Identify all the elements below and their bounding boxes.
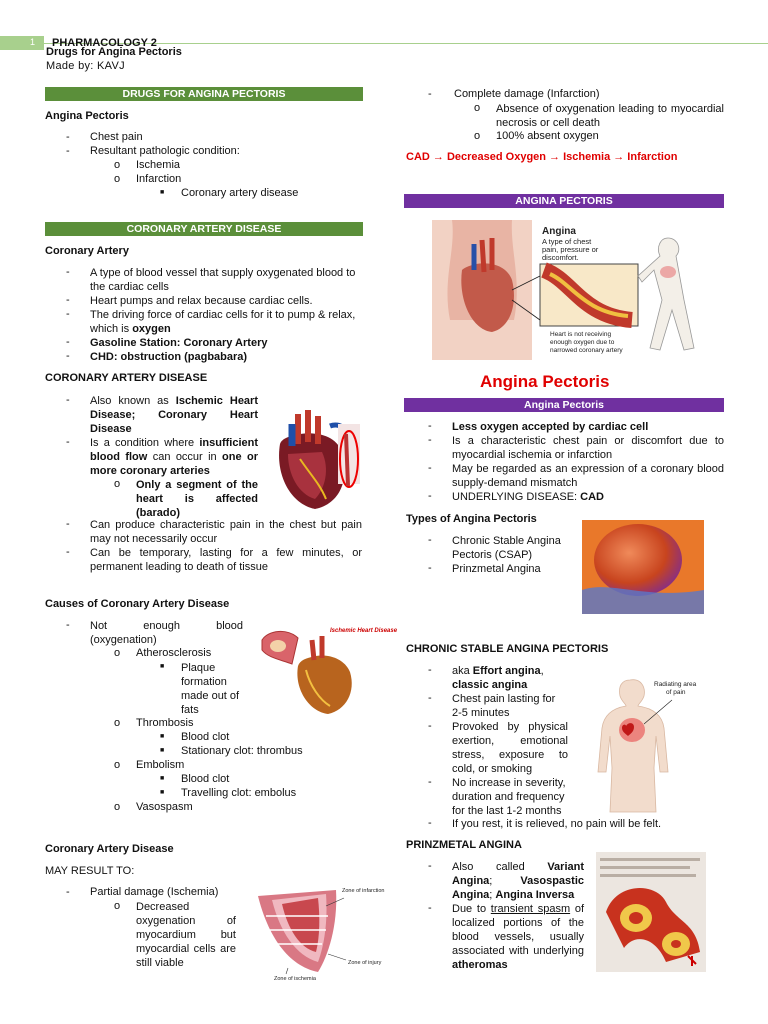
complete-subitem: 100% absent oxygen [496,130,599,142]
coronary-artery-heading: Coronary Artery [45,245,129,257]
cad-item: Is a condition where insufficient blood flow can occur in one or more coronary arteries [90,437,258,477]
types-list: - Chronic Stable Angina Pectoris (CSAP) - Prinzmetal Angina [428,534,572,576]
causes-item: Blood clot [181,731,230,743]
section-bar-angina: ANGINA PECTORIS [404,194,724,208]
ap-item: UNDERLYING DISEASE: CAD [452,491,605,503]
heart-note-3: narrowed coronary artery [550,347,623,354]
angina-heading: Angina Pectoris [45,110,129,122]
angina-illustration-desc-3: discomfort. [542,253,579,262]
course-title: PHARMACOLOGY 2 [52,37,157,49]
csap-item: If you rest, it is relieved, no pain will be felt. [452,818,662,830]
cad-item: Can produce characteristic pain in the chest but pain may not necessarily occur [90,519,362,545]
section-bar-angina-2: Angina Pectoris [404,398,724,412]
result-item: Partial damage (Ischemia) [90,886,219,898]
complete-damage-list: - Complete damage (Infarction) o Absence of oxygenation leading to myocardial necrosis or cell death o 100% absent oxygen [428,88,724,142]
angina-item: Coronary artery disease [181,187,299,199]
cad-subitem: Only a segment of the heart is affected (barado) [136,479,258,519]
causes-item: Embolism [136,759,185,771]
types-item: Chronic Stable Angina Pectoris (CSAP) [452,535,561,561]
result-list: - Partial damage (Ischemia) o Decreased oxygenation of myocardium but myocardial cells are still viable [66,886,236,969]
prinz-item: Also called Variant Angina; Vasospastic Angina; Angina Inversa [452,861,584,901]
result-subitem: Decreased oxygenation of myocardium but myocardial cells are still viable [136,901,236,969]
prinz-heading: PRINZMETAL ANGINA [406,839,522,851]
cad2-heading: Coronary Artery Disease [45,843,174,855]
causes-item: Not enough blood (oxygenation) [90,620,243,646]
types-heading: Types of Angina Pectoris [406,513,537,525]
myocardial-zones-image [248,876,385,984]
angina-illustration-title: Angina [542,226,576,237]
cad-item: Also known as Ischemic Heart Disease; Coronary Heart Disease [90,395,258,435]
ap-item: Is a characteristic chest pain or discomfort due to myocardial ischemia or infarction [452,435,724,461]
document-title: Drugs for Angina Pectoris [46,46,182,58]
cad-list-bottom: - Can produce characteristic pain in the chest but pain may not necessarily occur - Can be temporary, lasting for a few minutes, or permanent leading to death of tissue [66,518,362,573]
causes-item: Blood clot [181,773,230,785]
heart-note-2: enough oxygen due to [550,339,615,346]
coronary-artery-list: - A type of blood vessel that supply oxygenated blood to the cardiac cells - Heart pumps and relax because cardiac cells. - The driving force of cardiac cells for it to pump & relax, which is oxygen - Gasoline Station: Coronary Artery - CHD: obstruction (pagbabara) [66,266,362,364]
causes-heading: Causes of Coronary Artery Disease [45,598,230,610]
causes-item: Vasospasm [136,801,193,813]
heart-cross-section-image [270,404,362,516]
angina-big-title: Angina Pectoris [480,372,610,391]
angina-list: - Chest pain - Resultant pathologic condition: o Ischemia o Infarction ■ Coronary artery disease [66,131,299,199]
radiating-label-1: Radiating area [654,681,697,688]
csap-item: Chest pain lasting for 2-5 minutes [452,693,556,719]
ap-item: Less oxygen accepted by cardiac cell [452,421,649,433]
zone-ischemia-label: Zone of ischemia [274,976,316,982]
cad-list-top: - Also known as Ischemic Heart Disease; Coronary Heart Disease - Is a condition where insufficient blood flow can occur in one or more coronary arteries o Only a segment of the heart is affected (barado) [66,394,258,519]
ischemic-heart-image [258,620,398,720]
ca-item: The driving force of cardiac cells for it to pump & relax, which is oxygen [90,309,356,335]
vasospasm-image [596,852,706,972]
csap-item: No increase in severity, duration and frequency for the last 1-2 months [452,777,566,817]
causes-item: Thrombosis [136,717,194,729]
angina-item: Ischemia [136,159,181,171]
complete-item: Complete damage (Infarction) [454,88,600,100]
section-bar-cad: CORONARY ARTERY DISEASE [45,222,363,236]
prinz-item: Due to transient spasm of localized portions of the blood vessels, usually associated with underlying atheromas [452,903,584,971]
csap-list: - aka Effort angina, classic angina - Chest pain lasting for 2-5 minutes - Provoked by physical exertion, emotional stress, exposure to cold, or smoking - No increase in severity, duration and frequency for the last 1-2 months [428,664,568,817]
causes-item: Travelling clot: embolus [181,787,297,799]
angina-item: Resultant pathologic condition: [90,145,240,157]
ap-item: May be regarded as an expression of a coronary blood supply-demand mismatch [452,463,724,489]
ischemic-heart-label: Ischemic Heart Disease [330,628,398,634]
radiating-label-2: of pain [666,689,686,696]
csap-item: Provoked by physical exertion, emotional stress, exposure to cold, or smoking [452,721,568,775]
page-number: 1 [30,37,36,47]
prinz-list: - Also called Variant Angina; Vasospastic Angina; Angina Inversa - Due to transient spasm of localized portions of the blood vessels, usually associated with underlying atheromas [428,860,584,971]
ca-item: Heart pumps and relax because cardiac cells. [90,295,313,307]
may-result-label: MAY RESULT TO: [45,865,135,877]
csap-item: aka Effort angina, classic angina [452,665,544,691]
ca-item: Gasoline Station: Coronary Artery [90,337,268,349]
angina-item: Chest pain [90,131,143,143]
angina-illustration [432,220,700,392]
complete-subitem: Absence of oxygenation leading to myocardial necrosis or cell death [496,103,724,129]
causes-item: Plaque formation made out of fats [181,662,240,716]
heart-note-1: Heart is not receiving [550,331,612,338]
causes-item: Stationary clot: thrombus [181,745,303,757]
cad-heading: CORONARY ARTERY DISEASE [45,372,208,384]
csap-list-2: - If you rest, it is relieved, no pain will be felt. [428,817,724,831]
cad-item: Can be temporary, lasting for a few minutes, or permanent leading to death of tissue [90,547,362,573]
zone-infarction-label: Zone of infarction [342,888,385,894]
ca-item: A type of blood vessel that supply oxygenated blood to the cardiac cells [90,267,356,293]
chest-pain-image [582,520,704,614]
radiating-pain-image [582,672,708,812]
angina-pectoris-list: - Less oxygen accepted by cardiac cell - Is a characteristic chest pain or discomfort due to myocardial ischemia or infarction - May be regarded as an expression of a coronary blood supply-demand mismatch - UNDERLYING DISEASE: CAD [428,420,724,503]
progression-flow: CAD → Decreased Oxygen → Ischemia → Infarction [406,151,678,163]
zone-injury-label: Zone of injury [348,960,382,966]
page-number-tab [0,36,44,50]
section-bar-drugs: DRUGS FOR ANGINA PECTORIS [45,87,363,101]
angina-illustration-desc: A type of chest [542,237,592,246]
causes-item: Atherosclerosis [136,647,212,659]
author-line: Made by: KAVJ [46,60,125,72]
angina-item: Infarction [136,173,182,185]
causes-list: - Not enough blood (oxygenation) o Atherosclerosis ■ Plaque formation made out of fats o Thrombosis ■ Blood clot ■ Stationary clot: thrombus o Embolism ■ Blood clot ■ Travelling clot: embolus o Vasospasm [66,619,303,813]
ca-item: CHD: obstruction (pagbabara) [90,351,248,363]
types-item: Prinzmetal Angina [452,563,541,575]
csap-heading: CHRONIC STABLE ANGINA PECTORIS [406,643,609,655]
angina-illustration-desc-2: pain, pressure or [542,245,599,254]
